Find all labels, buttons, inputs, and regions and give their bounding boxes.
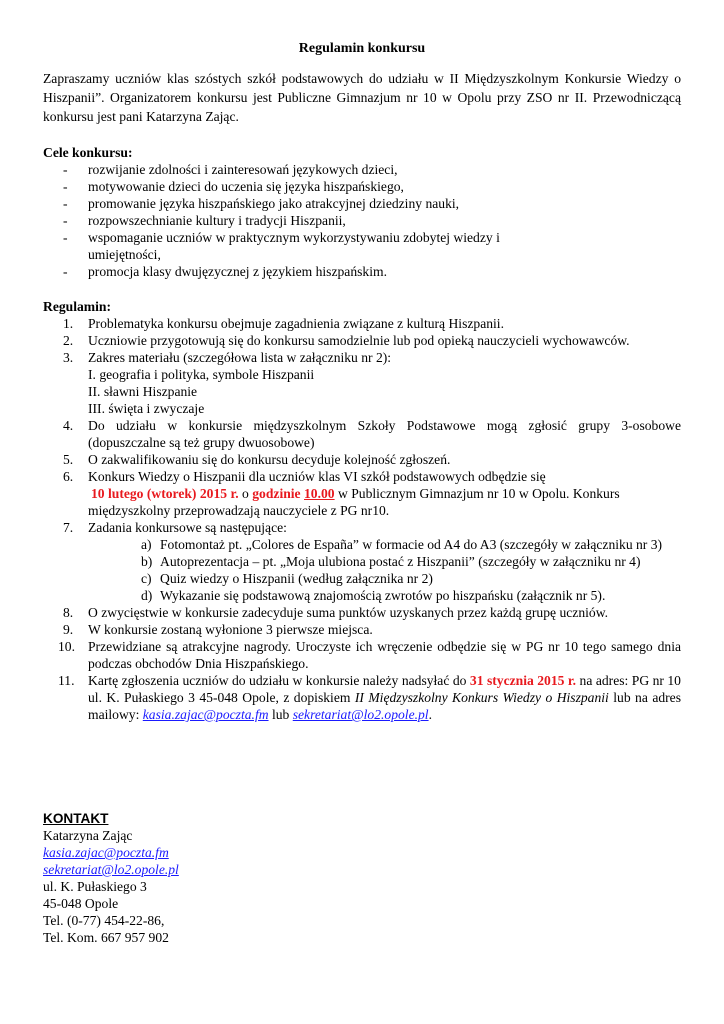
goals-heading: Cele konkursu: <box>43 145 133 160</box>
contact-heading: KONTAKT <box>43 811 109 826</box>
list-item: - promocja klasy dwujęzycznej z językiem hiszpańskim. <box>63 264 387 279</box>
rule-item: 1. Problematyka konkursu obejmuje zagadnienia związane z kulturą Hiszpanii. <box>63 316 504 331</box>
contact-email-link[interactable]: sekretariat@lo2.opole.pl <box>43 862 179 877</box>
rule-item: 8. O zwycięstwie w konkursie zadecyduje suma punktów uzyskanych przez każdą grupę uczniów. <box>63 605 609 620</box>
contact-block <box>43 810 179 946</box>
rule-item: 2. Uczniowie przygotowują się do konkursu samodzielnie lub pod opieką nauczycieli wychowawców. <box>63 333 630 348</box>
rule-item: 10. Przewidziane są atrakcyjne nagrody. Uroczyste ich wręczenie odbędzie się w PG nr 10 tego samego dnia podczas obchodów Dnia Hiszpańskiego. <box>58 639 681 671</box>
rule-item: 3. Zakres materiału (szczegółowa lista w załączniku nr 2): I. geografia i polityka, symbole Hiszpanii II. sławni Hiszpanie III. święta i zwyczaje <box>43 349 681 417</box>
contact-phone: Tel. (0-77) 454-22-86, <box>43 913 165 928</box>
page-title: Regulamin konkursu <box>298 41 426 56</box>
scope-item: I. geografia i polityka, symbole Hiszpanii <box>88 367 315 382</box>
rule-item: 9. W konkursie zostaną wyłonione 3 pierwsze miejsca. <box>63 622 373 637</box>
task-item: b) Autoprezentacja – pt. „Moja ulubiona postać z Hiszpanii” (szczegóły w załączniku nr 4) <box>141 554 641 569</box>
task-item: d) Wykazanie się podstawową znajomością zwrotów po hiszpańsku (załącznik nr 5). <box>141 588 606 603</box>
rule-item: 4. Do udziału w konkursie międzyszkolnym Szkoły Podstawowe mogą zgłosić grupy 3-osobowe (dopuszczalne są też grupy dwuosobowe) <box>63 418 681 450</box>
deadline-date: 31 stycznia 2015 r. <box>469 673 577 688</box>
contact-city: 45-048 Opole <box>43 896 119 911</box>
rule-item: 5. O zakwalifikowaniu się do konkursu decyduje kolejność zgłoszeń. <box>63 452 451 467</box>
contest-date: 10 lutego (wtorek) 2015 r. <box>91 486 239 501</box>
list-item: - rozwijanie zdolności i zainteresowań językowych dzieci, <box>63 162 398 177</box>
contact-street: ul. K. Pułaskiego 3 <box>43 879 147 894</box>
email-link[interactable]: kasia.zajac@poczta.fm <box>142 707 269 722</box>
contact-email-link[interactable]: kasia.zajac@poczta.fm <box>43 845 169 860</box>
list-item: - promowanie języka hiszpańskiego jako atrakcyjnej dziedziny nauki, <box>63 196 460 211</box>
rule-item: 11. Kartę zgłoszenia uczniów do udziału w konkursie należy nadsyłać do 31 stycznia 2015 r. na adres: PG nr 10 ul. K. Pułaskiego 3 45-048 Opole, z dopiskiem II Międzyszkolny Konkurs Wiedzy o Hiszpanii lub na adres mailowy: kasia.zajac@poczta.fm lub sekretariat@lo2.opole.pl. <box>58 673 681 722</box>
list-item: - motywowanie dzieci do uczenia się języka hiszpańskiego, <box>63 179 404 194</box>
contact-name: Katarzyna Zając <box>43 828 133 843</box>
task-item: c) Quiz wiedzy o Hiszpanii (według załącznika nr 2) <box>141 571 433 586</box>
task-item: a) Fotomontaż pt. „Colores de España” w formacie od A4 do A3 (szczegóły w załączniku nr 3) <box>141 537 663 552</box>
email-link[interactable]: sekretariat@lo2.opole.pl <box>292 707 429 722</box>
list-item: - rozpowszechnianie kultury i tradycji Hiszpanii, <box>63 213 346 228</box>
list-item: - wspomaganie uczniów w praktycznym wykorzystywaniu zdobytej wiedzy i umiejętności, <box>63 230 500 262</box>
scope-item: II. sławni Hiszpanie <box>88 384 198 399</box>
scope-item: III. święta i zwyczaje <box>88 401 205 416</box>
contact-mobile: Tel. Kom. 667 957 902 <box>43 930 169 945</box>
rule-item: 6. Konkurs Wiedzy o Hiszpanii dla uczniów klas VI szkół podstawowych odbędzie się 10 lutego (wtorek) 2015 r. o godzinie 10.00 w Publicznym Gimnazjum nr 10 w Opolu. Konkurs międzyszkolny przeprowadzają nauczyciele z PG nr10. <box>63 469 620 518</box>
rule-item: 7. Zadania konkursowe są następujące: a) Fotomontaż pt. „Colores de España” w formacie od A4 do A3 (szczegóły w załączniku nr 3) b) Autoprezentacja – pt. „Moja ulubiona postać z Hiszpanii” (szczegóły w załączniku nr 4) c) Quiz wiedzy o Hiszpanii (według załącznika nr 2) d) Wykazanie się podstawową znajomością zwrotów po hiszpańsku (załącznik nr 5). <box>43 519 681 604</box>
contest-hour: 10.00 <box>304 486 335 501</box>
rules-heading: Regulamin: <box>43 299 111 314</box>
document-body <box>43 40 681 723</box>
intro-paragraph: Zapraszamy uczniów klas szóstych szkół podstawowych do udziału w II Międzyszkolnym Konkursie Wiedzy o Hiszpanii”. Organizatorem konkursu jest Publiczne Gimnazjum nr 10 w Opolu przy ZSO nr II. Przewodniczącą konkursu jest pani Katarzyna Zając. <box>43 71 681 124</box>
rules-list <box>43 315 681 723</box>
tasks-list <box>88 536 681 604</box>
goals-list <box>43 161 681 280</box>
